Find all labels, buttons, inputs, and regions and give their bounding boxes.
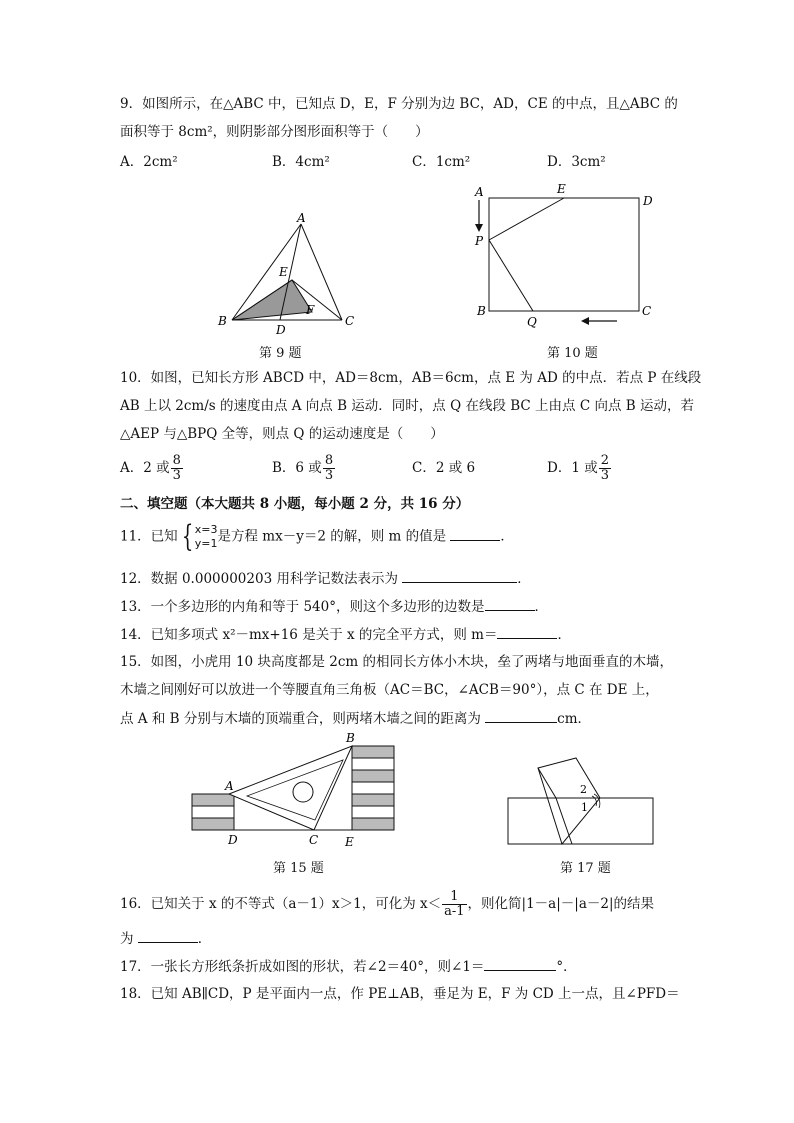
q16-answer-blank[interactable]	[138, 928, 198, 943]
fig9-caption: 第 9 题	[259, 346, 302, 361]
fig15-caption: 第 15 题	[273, 861, 324, 876]
q13-answer-blank[interactable]	[485, 596, 535, 611]
q14-answer-blank[interactable]	[497, 624, 557, 639]
q10-option-d: D．1 或 $\frac{2}{3}$	[547, 453, 609, 483]
q10-option-c: C．2 或 6	[412, 460, 476, 476]
q17-line: 17．一张长方形纸条折成如图的形状，若∠2＝40°，则∠1＝ °．	[120, 956, 577, 977]
q16-line1: 16．已知关于 x 的不等式（a－1）x＞1，可化为 x＜ $\frac{1}{a-1}$ ，则化简|1－a|－|a－2|的结果	[120, 889, 655, 919]
fig9-label-c: C	[345, 314, 355, 328]
fig15-label-a: A	[225, 779, 234, 793]
fig9-label-d: D	[276, 323, 286, 337]
figure-9	[200, 212, 370, 337]
fig10-label-c: C	[642, 304, 652, 318]
q9-line1: 9．如图所示，在△ABC 中，已知点 D，E，F 分别为边 BC，AD，CE 的中点，且△ABC 的	[120, 96, 678, 112]
q10-line1: 10．如图，已知长方形 ABCD 中，AD＝8cm，AB＝6cm，点 E 为 AD 的中点．若点 P 在线段	[120, 370, 702, 386]
fig15-label-d: D	[228, 833, 238, 847]
q10-option-b: B．6 或 $\frac{8}{3}$	[272, 453, 334, 483]
q15-line1: 15．如图，小虎用 10 块高度都是 2cm 的相同长方体小木块，垒了两堵与地面垂直的木墙，	[120, 654, 673, 670]
q12-line: 12．数据 0.000000203 用科学记数法表示为 ．	[120, 568, 531, 589]
q10-line2: AB 上以 2cm/s 的速度由点 A 向点 B 运动．同时，点 Q 在线段 BC 上由点 C 向点 B 运动，若	[120, 398, 694, 414]
q15-line2: 木墙之间刚好可以放进一个等腰直角三角板（AC＝BC，∠ACB＝90°），点 C 在 DE 上，	[120, 682, 659, 698]
fig10-label-p: P	[475, 234, 484, 248]
fig10-label-a: A	[475, 185, 484, 199]
fig10-label-e: E	[557, 182, 566, 196]
fig9-label-f: F	[306, 303, 315, 317]
fig9-label-a: A	[297, 212, 306, 225]
q12-answer-blank[interactable]	[402, 568, 517, 583]
fig9-label-e: E	[279, 265, 288, 279]
q18-line: 18．已知 AB∥CD，P 是平面内一点，作 PE⊥AB，垂足为 E，F 为 CD 上一点，且∠PFD＝	[120, 986, 680, 1002]
q9-option-c: C．1cm²	[412, 154, 471, 170]
q10-line3: △AEP 与△BPQ 全等，则点 Q 的运动速度是（ ）	[120, 426, 444, 442]
q16-line2: 为 ．	[120, 928, 211, 949]
fig10-label-q: Q	[527, 315, 537, 329]
fig9-label-b: B	[218, 314, 227, 328]
fig10-label-d: D	[643, 194, 653, 208]
q9-option-b: B．4cm²	[272, 154, 330, 170]
fig17-label-2: 2	[580, 783, 587, 796]
figure-15	[185, 730, 405, 855]
figure-17	[500, 750, 660, 850]
q11-answer-blank[interactable]	[450, 526, 500, 541]
q15-answer-blank[interactable]	[485, 708, 557, 723]
q15-line3: 点 A 和 B 分别与木墙的顶端重合，则两堵木墙之间的距离为 cm．	[120, 708, 591, 729]
q9-option-d: D．3cm²	[547, 154, 606, 170]
fig10-caption: 第 10 题	[547, 346, 598, 361]
fig15-label-e: E	[345, 835, 354, 849]
q9-option-a: A．2cm²	[120, 154, 178, 170]
figure-10	[465, 180, 665, 335]
fig15-label-c: C	[309, 833, 319, 847]
fig10-label-b: B	[477, 304, 486, 318]
q9-line2: 面积等于 8cm²，则阴影部分图形面积等于（ ）	[120, 124, 429, 140]
q11-line: 11．已知 { x=3 y=1 是方程 mx－y＝2 的解，则 m 的值是 ．	[120, 519, 514, 554]
fig15-label-b: B	[346, 731, 355, 745]
q14-line: 14．已知多项式 x²－mx+16 是关于 x 的完全平方式，则 m＝ ．	[120, 624, 571, 645]
section2-title: 二、填空题（本大题共 8 小题，每小题 2 分，共 16 分）	[120, 496, 470, 512]
q10-option-a: A．2 或 $\frac{8}{3}$	[120, 453, 181, 483]
fig17-caption: 第 17 题	[560, 861, 611, 876]
fig17-label-1: 1	[581, 801, 588, 814]
q17-answer-blank[interactable]	[484, 956, 556, 971]
q13-line: 13．一个多边形的内角和等于 540°，则这个多边形的边数是 ．	[120, 596, 548, 617]
